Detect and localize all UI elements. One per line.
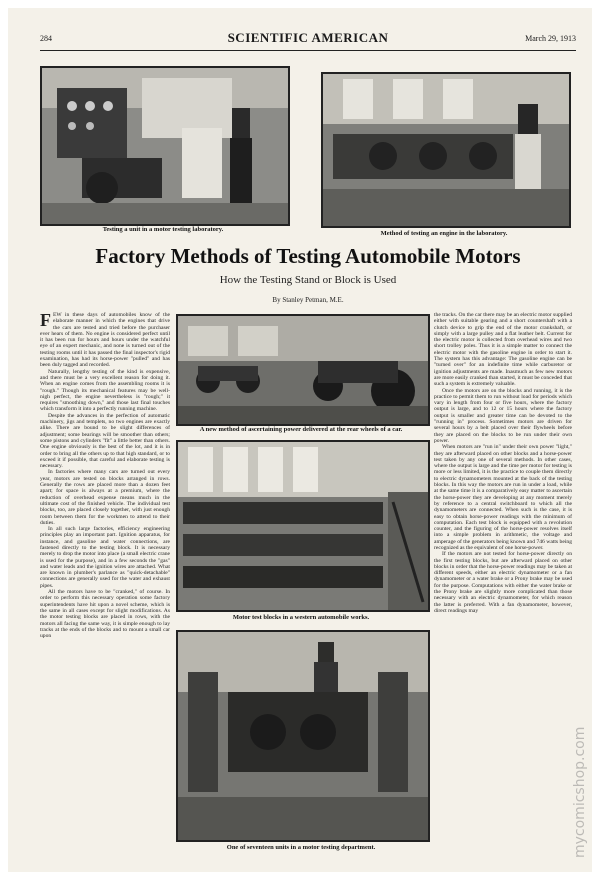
- photo-motor-test-blocks: [176, 440, 430, 612]
- paragraph: When motors are "run in" under their own power "light," they are afterward placed on other blocks and a horse-power test taken by any one of several methods. In other cases, where the output is large and the time per motor for testing is more or less limited, it is the practice to couple them directly to electric dynamometers mounted at the back of the testing blocks. In this way the motors are run in under a load, while at the same time it is a comparatively easy matter to ascertain the horse-power they are developing at any moment merely by reference to a central switchboard to which all the dynamometers are connected. When such is the case, it is easy to obtain horse-power readings with the minimum of computation. Each test block is equipped with a revolution counter, and the figuring of the horse-power resolves itself into a simple problem in arithmetic, the voltage and amperage of the generators being known and 746 watts being recognized as the equivalent of one horse-power.: [434, 444, 572, 551]
- paragraph: Despite the advances in the perfection of automatic machinery, jigs and templets, no two engines are exactly alike. There are bound to be slight differences of adjustment; some bearings will be smoother than others; some pistons and cylinders "fit" a little better than others. One engine obviously is the best of the lot, and it is in order to bring all the others up to that high standard, or to exceed it if possible, that careful and elaborate testing is necessary.: [40, 412, 170, 470]
- photo-engine-laboratory: [321, 72, 571, 228]
- caption-top-left: Testing a unit in a motor testing laboratory.: [102, 226, 224, 233]
- watermark: mycomicshop.com: [572, 726, 588, 858]
- caption-top-right: Method of testing an engine in the laboratory.: [380, 230, 508, 237]
- page-number: 284: [40, 34, 52, 43]
- article-subtitle: How the Testing Stand or Block is Used: [219, 274, 397, 286]
- paragraph: In factories where many cars are turned out every year, motors are tested on blocks arranged in rows. Generally the rows are placed more than a dozen feet apart; for space is always at a premium, where the reduction of overhead expense means much in the ultimate cost of the finished vehicle. The individual test blocks, too, are placed closely together, with just enough room between them for the workmen to attend to their duties.: [40, 469, 170, 526]
- caption-testing-unit: One of seventeen units in a motor testing department.: [226, 844, 376, 851]
- issue-date: March 29, 1913: [525, 34, 576, 43]
- magazine-page: [8, 8, 592, 872]
- article-title: Factory Methods of Testing Automobile Motors: [95, 244, 521, 268]
- paragraph: If the motors are not tested for horse-power directly on the first testing blocks, but are afterward placed on other blocks in order that the horse-power readings may be taken at different speeds, either an electric dynamometer or a fan dynamometer or a water brake or a Prony brake may be used for the purpose. Computations with either the water brake or the Prony brake are slightly more complicated than those necessary with an electric dynamometer, for which reason the latter is preferred. With a fan dynamometer, however, direct readings may: [434, 551, 572, 614]
- paragraph: In all such large factories, efficiency engineering principles play an important part. Ignition apparatus, for instance, and gasoline and water connections, are fastened directly to the testing block. It is necessary merely to drop the motor into place (a small electric crane is used for the purpose), and in a few seconds the "gas" and water leads and the ignition wires are attached. What are known in plumber's parlance as "quick-detachable" connections are generally used for the water and exhaust pipes.: [40, 526, 170, 589]
- text-column-left: [40, 312, 170, 860]
- drop-cap: F: [40, 312, 51, 330]
- header-rule: [40, 50, 576, 51]
- photo-motor-testing-laboratory: [40, 66, 290, 226]
- paragraph: FEW in these days of automobiles know of the elaborate manner in which the engines that drive the cars are tested and tried before the purchaser ever hears of them. No engine is considered perfect until it has been run for hours and hours under the watchful eye of an expert mechanic, and none is turned out of the testing rooms until it has passed the final inspector's rigid examination, has had its horse-power "pulled" and has been duly tagged and recorded.: [40, 312, 170, 369]
- paragraph: All the motors have to be "cranked," of course. In order to perform this necessary operation some factory superintendents have hit upon a novel scheme, which is the same in all cases except for slight modifications. As the motor testing blocks are placed in rows, with the motors all facing the same way, it is simple enough to lay tracks at the ends of the blocks and to mount a small car upon: [40, 589, 170, 640]
- magazine-name: SCIENTIFIC AMERICAN: [227, 30, 389, 45]
- photo-rear-wheel-power: [176, 314, 430, 426]
- paragraph: Naturally, lengthy testing of the kind is expensive, and there must be a very excellent reason for doing it. When an engine comes from the assembling rooms it is "rough." Though its mechanical features may be well-nigh perfect, the engine nevertheless is "rough;" it requires "smoothing down," and those last final touches which transform it into a perfectly running machine.: [40, 368, 170, 413]
- paragraph: the tracks. On the car there may be an electric motor supplied either with suitable gearing and a short countershaft with a clutch device to grip the end of the motor crankshaft, or simply with a large pulley and a flat leather belt. Current for the electric motor is collected from overhead wires and two short trolley poles. Thus it is a simple matter to connect the electric motor with the gasoline engine in order to start it. The system has this advantage: The gasoline engine can be "turned over" for an indefinite time while carburetor or ignition adjustments are made. Inasmuch as few new motors are more easily cranked than started, it must be conceded that such a system is extremely valuable.: [434, 312, 572, 388]
- article-byline: By Stanley Petman, M.E.: [272, 296, 344, 304]
- running-header: [40, 30, 576, 48]
- caption-rear-wheel: A new method of ascertaining power delivered at the rear wheels of a car.: [199, 426, 403, 433]
- paragraph: Once the motors are on the blocks and running, it is the practice to permit them to run without load for periods which vary in length from four or five hours, where the factory output is large, and to 12 or 15 hours where the factory output is smaller and greater time can be devoted to the "running in" process. Sometimes motors are driven for several hours by a belt placed over their flywheels before they are placed on the blocks to be run under their own power.: [434, 387, 572, 444]
- text-column-right: [434, 312, 572, 860]
- caption-test-blocks: Motor test blocks in a western automobile works.: [232, 614, 370, 621]
- photo-testing-unit: [176, 630, 430, 842]
